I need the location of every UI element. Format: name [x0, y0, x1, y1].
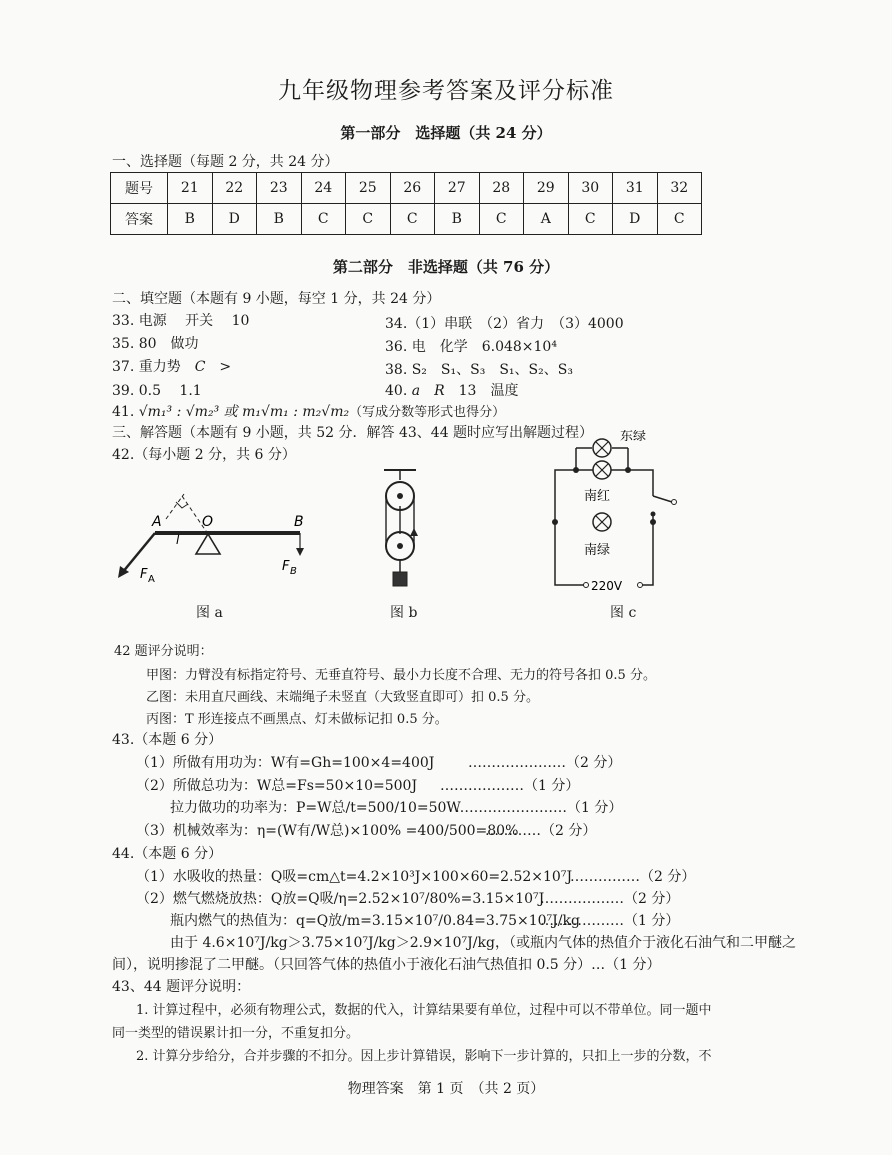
answer-39: 39. 0.5 1.1	[112, 383, 202, 399]
q44-line-3-score: ………………（1 分）	[540, 913, 680, 929]
label-fb-sub: B	[290, 566, 297, 577]
table-cell: 24	[301, 173, 346, 204]
q43-line-3-score: ……………………（1 分）	[455, 800, 623, 816]
part2-title: 第二部分 非选择题（共 76 分）	[332, 258, 560, 276]
source-label: 220V	[591, 579, 623, 593]
lamp-label-east-green: 东绿	[620, 430, 647, 444]
answer-40	[385, 380, 518, 400]
figure-c-circuit	[548, 430, 698, 600]
lamp-icon	[593, 461, 611, 479]
label-fa-sub: A	[148, 574, 155, 585]
table-cell: B	[168, 204, 213, 235]
q43-line-1: （1）所做有用功为：W有=Gh=100×4=400J	[136, 755, 435, 771]
force-a-line	[122, 533, 155, 573]
lamp-label-south-red: 南红	[584, 489, 611, 504]
notes-4344-heading: 43、44 题评分说明：	[112, 979, 251, 995]
q43-line-3: 拉力做功的功率为：P=W总/t=500/10=50W	[170, 800, 461, 816]
junction-dot	[625, 467, 631, 473]
q44-line-1-score: ……………（2 分）	[570, 869, 696, 885]
q42-note-1: 甲图：力臂没有标指定符号、无垂直符号、最小力长度不合理、无力的符号各扣 0.5 分。	[146, 668, 656, 683]
q43-line-4-score: …………（2 分）	[485, 823, 597, 839]
switch-contact	[672, 500, 677, 505]
q42-note-3: 丙图：T 形连接点不画黑点、灯未做标记扣 0.5 分。	[146, 712, 448, 727]
q44-line-4: 由于 4.6×10⁷J/kg＞3.75×10⁷J/kg＞2.9×10⁷J/kg，（或瓶内气体的热值介于液化石油气和二甲醚之	[170, 935, 796, 951]
answer-40-r: R	[434, 383, 445, 399]
answer-35: 35. 80 做功	[112, 336, 199, 352]
section3-heading: 三、解答题（本题有 9 小题，共 52 分．解答 43、44 题时应写出解题过程）	[112, 425, 594, 441]
mc-answer-table	[110, 172, 702, 235]
table-cell: 23	[257, 173, 302, 204]
table-cell: B	[435, 204, 480, 235]
table-cell: 32	[657, 173, 702, 204]
answer-37-point: C	[194, 359, 206, 375]
answer-40-a: a	[411, 383, 421, 399]
junction-dot	[573, 467, 579, 473]
movable-pulley-axle	[397, 543, 403, 549]
q42-note-2: 乙图：未用直尺画线、末端绳子未竖直（大致竖直即可）扣 0.5 分。	[146, 690, 539, 705]
label-a: A	[152, 514, 162, 530]
table-cell: 29	[524, 173, 569, 204]
table-row	[111, 173, 702, 204]
answer-40-rest: 13 温度	[444, 383, 519, 399]
answer-34: 34.（1）串联 （2）省力 （3）4000	[385, 316, 624, 332]
table-cell: 21	[168, 173, 213, 204]
figure-c-caption: 图 c	[610, 605, 637, 621]
notes-4344-p1b: 同一类型的错误累计扣一分，不重复扣分。	[112, 1026, 360, 1041]
table-cell: 27	[435, 173, 480, 204]
table-cell: C	[657, 204, 702, 235]
label-fb: F	[282, 559, 290, 574]
label-l: l	[176, 533, 180, 547]
label-fa: F	[140, 567, 148, 582]
q43-line-1-score: …………………（2 分）	[468, 755, 622, 771]
figure-a-caption: 图 a	[196, 605, 223, 621]
notes-4344-p1a: 1. 计算过程中，必须有物理公式，数据的代入，计算结果要有单位，过程中可以不带单位。同一题中	[136, 1003, 712, 1018]
figure-b-caption: 图 b	[390, 605, 418, 621]
table-cell: A	[524, 204, 569, 235]
table-row-label: 答案	[111, 204, 168, 235]
lamp-icon	[593, 513, 611, 531]
answer-38: 38. S₂ S₁、S₃ S₁、S₂、S₃	[385, 362, 573, 378]
q44-line-2-score: ………………（2 分）	[540, 891, 680, 907]
notes-4344-p2: 2. 计算分步给分，合并步骤的不扣分。因上步计算错误，影响下一步计算的，只扣上一步的分数，不	[136, 1049, 712, 1064]
q43-line-2: （2）所做总功为：W总=Fs=50×10=500J	[136, 778, 418, 794]
q44-line-3: 瓶内燃气的热值为：q=Q放/m=3.15×10⁷/0.84=3.75×10⁷J/kg	[170, 913, 580, 929]
answer-41-expr: √m₁³ : √m₂³ 或 m₁√m₁ : m₂√m₂	[138, 404, 350, 420]
part1-title: 第一部分 选择题（共 24 分）	[340, 124, 552, 142]
q44-line-5: 间），说明掺混了二甲醚。（只回答气体的热值小于液化石油气热值扣 0.5 分）…（1 分）	[112, 957, 661, 973]
section1-heading: 一、选择题（每题 2 分，共 24 分）	[112, 154, 339, 170]
answer-33: 33. 电源 开关 10	[112, 313, 250, 329]
table-cell: 25	[346, 173, 391, 204]
answer-40-num: 40.	[385, 383, 412, 399]
load-block	[393, 572, 407, 586]
q42-notes-heading: 42 题评分说明：	[114, 644, 213, 659]
q44-line-2: （2）燃气燃烧放热：Q放=Q吸/η=2.52×10⁷/80%=3.15×10⁷J	[136, 891, 545, 907]
label-b: B	[294, 514, 304, 530]
answer-41	[112, 401, 505, 421]
switch-contact	[651, 512, 656, 517]
table-row-label: 题号	[111, 173, 168, 204]
q44-line-1: （1）水吸收的热量：Q吸=cm△t=4.2×10³J×100×60=2.52×10⁷J	[136, 869, 573, 885]
table-cell: C	[479, 204, 524, 235]
label-o: O	[202, 514, 214, 530]
table-row	[111, 204, 702, 235]
fixed-pulley-axle	[397, 493, 403, 499]
answer-41-num: 41.	[112, 404, 135, 420]
table-cell: B	[257, 204, 302, 235]
junction-dot	[650, 519, 656, 525]
table-cell: D	[613, 204, 658, 235]
answer-40-sep	[420, 383, 434, 399]
q43-line-2-score: ………………（1 分）	[440, 778, 580, 794]
lamp-icon	[593, 439, 611, 457]
table-cell: C	[301, 204, 346, 235]
q43-heading: 43.（本题 6 分）	[112, 732, 223, 748]
section2-heading: 二、填空题（本题有 9 小题，每空 1 分，共 24 分）	[112, 291, 441, 307]
table-cell: D	[212, 204, 257, 235]
answer-37	[112, 356, 231, 376]
page-footer: 物理答案 第 1 页 （共 2 页）	[347, 1081, 545, 1097]
lamp-label-south-green: 南绿	[584, 543, 611, 558]
q44-heading: 44.（本题 6 分）	[112, 846, 223, 862]
page-title: 九年级物理参考答案及评分标准	[278, 78, 614, 104]
answer-37-text: 37. 重力势	[112, 359, 195, 375]
table-cell: 30	[568, 173, 613, 204]
q42-heading: 42.（每小题 2 分，共 6 分）	[112, 447, 296, 463]
figure-b-pulley	[370, 462, 430, 602]
table-cell: 26	[390, 173, 435, 204]
table-cell: C	[568, 204, 613, 235]
table-cell: C	[390, 204, 435, 235]
fulcrum-triangle	[196, 534, 220, 554]
force-extension-line	[166, 494, 184, 519]
table-cell: 22	[212, 173, 257, 204]
table-cell: 28	[479, 173, 524, 204]
force-b-arrow-icon	[296, 548, 304, 556]
answer-37-compare: >	[205, 359, 232, 375]
pull-arrow-icon	[410, 528, 418, 536]
table-cell: C	[346, 204, 391, 235]
junction-dot	[552, 519, 558, 525]
q43-line-4: （3）机械效率为：η=(W有/W总)×100% =400/500=80%	[136, 823, 519, 839]
answer-36: 36. 电 化学 6.048×10⁴	[385, 339, 557, 355]
answer-41-note: （写成分数等形式也得分）	[349, 405, 506, 420]
table-cell: 31	[613, 173, 658, 204]
